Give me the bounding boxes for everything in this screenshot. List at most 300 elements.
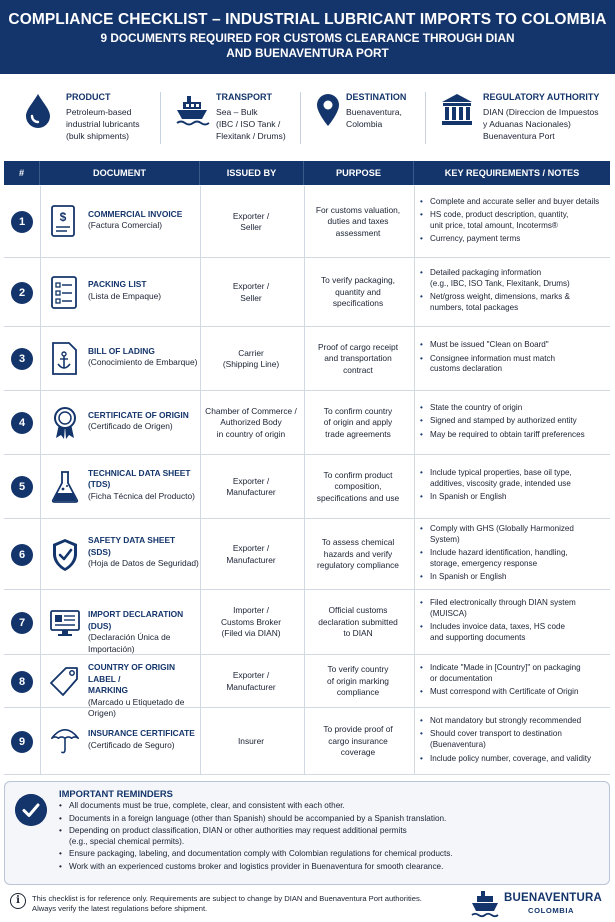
document-name xyxy=(88,535,200,570)
summary-value xyxy=(483,106,599,142)
purpose xyxy=(304,275,412,310)
requirement-line: • Filed electronically through DIAN system xyxy=(430,598,576,608)
requirement-line: • May be required to obtain tariff preferences xyxy=(430,429,585,439)
info-icon: i xyxy=(10,893,26,909)
summary-destination xyxy=(300,80,425,158)
issued-by xyxy=(200,736,302,748)
document-name xyxy=(88,209,200,232)
requirement-line: and supporting documents xyxy=(430,633,526,643)
subtitle-line-1: 9 DOCUMENTS REQUIRED FOR CUSTOMS CLEARANCE THROUGH DIAN xyxy=(100,31,515,45)
column-divider xyxy=(40,590,41,655)
purpose-line: to DIAN xyxy=(343,628,373,639)
requirement-item xyxy=(418,210,608,232)
purpose-line: quantity and xyxy=(335,286,381,297)
column-divider xyxy=(200,519,201,590)
summary-line: Petroleum-based xyxy=(66,107,132,117)
column-divider xyxy=(414,391,415,455)
summary-value xyxy=(216,106,286,142)
summary-authority xyxy=(425,80,615,158)
requirement-line: storage, emergency response xyxy=(430,558,538,568)
requirement-line: • Includes invoice data, taxes, HS code xyxy=(430,622,565,632)
document-spanish-name xyxy=(88,558,200,570)
requirement-line: • In Spanish or English xyxy=(430,492,507,502)
summary-value xyxy=(66,106,140,142)
document-title-line: TECHNICAL DATA SHEET xyxy=(88,467,191,478)
reminders-list xyxy=(59,801,604,875)
purpose-line: and transportation xyxy=(324,353,392,364)
reminder-item xyxy=(59,826,604,847)
ship-icon xyxy=(174,92,210,128)
row-number: 3 xyxy=(11,348,33,370)
column-divider xyxy=(414,519,415,590)
requirement-item xyxy=(418,416,608,427)
purpose xyxy=(304,470,412,505)
issued-by-line: Carrier xyxy=(238,347,264,358)
purpose-line: specifications xyxy=(332,298,384,309)
document-spanish-line: (Declaración Única de Importación) xyxy=(88,632,171,654)
column-divider xyxy=(414,590,415,655)
requirement-item xyxy=(418,754,608,765)
purpose-line: duties and taxes xyxy=(327,216,389,227)
column-divider xyxy=(414,327,415,391)
requirement-item xyxy=(418,622,608,644)
summary-line: Flexitank / Drums) xyxy=(216,131,286,141)
purpose-line: specifications and use xyxy=(316,492,400,503)
table-header xyxy=(4,161,610,185)
issued-by xyxy=(200,281,302,304)
issued-by-line: (Filed via DIAN) xyxy=(221,628,281,639)
document-spanish-name xyxy=(88,491,200,503)
issued-by-line: Seller xyxy=(240,292,262,303)
government-building-icon xyxy=(439,92,475,128)
summary-label: DESTINATION xyxy=(346,92,407,102)
requirement-item xyxy=(418,468,608,490)
issued-by-line: Exporter / xyxy=(232,670,270,680)
requirement-line: • Consignee information must match xyxy=(430,353,556,363)
row-number: 8 xyxy=(11,671,33,693)
purpose-line: For customs valuation, xyxy=(315,204,401,215)
document-spanish-name xyxy=(88,632,200,655)
label-tag-icon xyxy=(50,665,80,699)
requirement-line: (e.g., IBC, ISO Tank, Flexitank, Drums) xyxy=(430,279,570,289)
requirements-list xyxy=(418,197,608,248)
summary-line: Buenaventura Port xyxy=(483,131,555,141)
requirement-line: • Not mandatory but strongly recommended xyxy=(430,716,582,726)
issued-by-line: Exporter / xyxy=(232,281,270,291)
column-divider xyxy=(200,258,201,327)
requirement-line: • HS code, product description, quantity, xyxy=(430,209,569,219)
ship-logo-icon xyxy=(470,888,500,918)
col-header-notes: KEY REQUIREMENTS / NOTES xyxy=(444,168,580,178)
summary-transport xyxy=(160,80,300,158)
summary-line: (bulk shipments) xyxy=(66,131,130,141)
requirements-list xyxy=(418,468,608,505)
document-spanish-name xyxy=(88,291,200,303)
location-pin-icon xyxy=(310,92,346,128)
requirements-list xyxy=(418,598,608,646)
requirement-item xyxy=(418,572,608,583)
purpose xyxy=(304,342,412,377)
reminder-item xyxy=(59,862,604,873)
summary-line: (IBC / ISO Tank / xyxy=(216,119,281,129)
requirement-line: • Include hazard identification, handling, xyxy=(430,547,568,557)
column-divider xyxy=(40,391,41,455)
requirement-line: System) xyxy=(430,534,460,544)
table-row xyxy=(4,186,610,258)
col-header-issued-by: ISSUED BY xyxy=(200,161,304,185)
checkmark-icon xyxy=(15,794,47,826)
document-name xyxy=(88,346,200,369)
summary-line: Buenaventura, xyxy=(346,107,402,117)
requirement-item xyxy=(418,268,608,290)
document-title xyxy=(88,279,200,291)
page-header xyxy=(0,0,615,74)
document-title-line: SAFETY DATA SHEET xyxy=(88,535,176,546)
requirement-line: unit price, total amount, Incoterms® xyxy=(430,220,558,230)
document-title-line: PACKING LIST xyxy=(88,279,147,289)
document-title xyxy=(88,209,200,221)
column-divider xyxy=(304,327,305,391)
column-divider xyxy=(200,455,201,519)
requirement-line: or documentation xyxy=(430,673,493,683)
requirements-list xyxy=(418,663,608,700)
document-spanish-line: (Hoja de Datos de Seguridad) xyxy=(88,558,199,569)
purpose xyxy=(304,406,412,441)
document-title-line: (SDS) xyxy=(88,546,111,557)
column-divider xyxy=(414,708,415,775)
table-row xyxy=(4,519,610,590)
document-title xyxy=(88,662,200,697)
requirement-line: • Must be issued "Clean on Board" xyxy=(430,340,549,350)
document-spanish-name xyxy=(88,220,200,232)
purpose-line: composition, xyxy=(334,481,382,492)
reminder-text: Work with an experienced customs broker and logistics provider in Buenaventura for smooth clearance. xyxy=(69,861,444,871)
row-number: 9 xyxy=(11,731,33,753)
document-spanish-line: (Certificado de Seguro) xyxy=(88,739,175,750)
purpose xyxy=(304,605,412,640)
reminder-text: (e.g., special chemical permits). xyxy=(69,836,185,846)
col-header-document: DOCUMENT xyxy=(40,161,200,185)
table-row xyxy=(4,258,610,327)
invoice-icon xyxy=(50,205,80,239)
requirement-item xyxy=(418,687,608,698)
requirement-item xyxy=(418,403,608,414)
requirement-line: (MUISCA) xyxy=(430,609,467,619)
summary-divider xyxy=(425,92,426,144)
col-header-number: # xyxy=(4,161,40,185)
issued-by-line: Exporter / xyxy=(232,475,270,486)
document-title xyxy=(88,609,200,632)
issued-by-line: Exporter / xyxy=(232,210,270,221)
issued-by-line: Insurer xyxy=(237,735,265,746)
requirement-item xyxy=(418,492,608,503)
column-divider xyxy=(200,186,201,258)
page-title: COMPLIANCE CHECKLIST – INDUSTRIAL LUBRICANT IMPORTS TO COLOMBIA xyxy=(8,11,607,28)
purpose-line: trade agreements xyxy=(325,428,391,439)
row-number: 1 xyxy=(11,211,33,233)
award-ribbon-icon xyxy=(50,406,80,440)
issued-by xyxy=(200,543,302,566)
document-name xyxy=(88,728,200,751)
column-divider xyxy=(40,655,41,708)
document-title xyxy=(88,468,200,491)
requirement-item xyxy=(418,340,608,351)
purpose-line: To confirm country xyxy=(323,405,393,416)
requirement-line: • Net/gross weight, dimensions, marks & xyxy=(430,292,570,302)
requirement-item xyxy=(418,197,608,208)
column-divider xyxy=(414,258,415,327)
table-row xyxy=(4,455,610,519)
requirement-line: • Signed and stamped by authorized entity xyxy=(430,416,577,426)
page-subtitle xyxy=(0,31,615,61)
document-title-line: BILL OF LADING xyxy=(88,345,155,356)
document-name xyxy=(88,609,200,655)
purpose-line: To verify packaging, xyxy=(320,275,396,286)
summary-product xyxy=(0,80,160,158)
column-divider xyxy=(414,655,415,708)
purpose-line: coverage xyxy=(340,747,376,758)
purpose xyxy=(304,537,412,572)
row-number: 5 xyxy=(11,476,33,498)
column-divider xyxy=(40,186,41,258)
requirement-line: • Currency, payment terms xyxy=(430,234,521,244)
document-title xyxy=(88,728,200,740)
document-title-line: MARKING xyxy=(88,685,129,696)
purpose-line: declaration submitted xyxy=(318,616,398,627)
summary-line: y Aduanas Nacionales) xyxy=(483,119,571,129)
table-row xyxy=(4,655,610,719)
column-divider xyxy=(304,708,305,775)
document-spanish-line: (Conocimiento de Embarque) xyxy=(88,357,198,367)
issued-by-line: in country of origin xyxy=(216,428,286,439)
table-row xyxy=(4,327,610,391)
row-number: 6 xyxy=(11,544,33,566)
reminder-item xyxy=(59,849,604,860)
requirement-item xyxy=(418,354,608,376)
flask-icon xyxy=(50,470,80,504)
document-title-line: COUNTRY OF ORIGIN LABEL / xyxy=(88,662,176,684)
purpose-line: Proof of cargo receipt xyxy=(317,341,399,352)
disclaimer-line: This checklist is for reference only. Requirements are subject to change by DIAN and Buenaventura Port authorities. xyxy=(32,894,422,903)
document-title xyxy=(88,410,200,422)
summary-value xyxy=(346,106,402,130)
column-divider xyxy=(200,391,201,455)
anchor-document-icon xyxy=(50,342,80,376)
issued-by xyxy=(200,348,302,371)
document-title-line: INSURANCE CERTIFICATE xyxy=(88,728,195,738)
requirements-list xyxy=(418,524,608,585)
packing-list-icon xyxy=(50,276,80,310)
purpose-line: assessment xyxy=(335,227,381,238)
column-divider xyxy=(304,655,305,708)
summary-line: Colombia xyxy=(346,119,383,129)
table-row xyxy=(4,590,610,655)
purpose-line: hazards and verify xyxy=(323,548,393,559)
document-name xyxy=(88,468,200,503)
column-divider xyxy=(414,186,415,258)
purpose xyxy=(304,205,412,240)
oil-drop-icon xyxy=(20,92,56,128)
issued-by xyxy=(200,211,302,234)
document-spanish-name xyxy=(88,740,200,752)
footer-disclaimer xyxy=(32,894,452,914)
svg-text:$: $ xyxy=(59,210,67,224)
umbrella-icon xyxy=(50,725,80,759)
summary-line: Sea – Bulk xyxy=(216,107,258,117)
page-footer xyxy=(0,888,615,922)
reminder-text: Depending on product classification, DIAN or other authorities may request additional permits xyxy=(69,826,407,836)
column-divider xyxy=(200,590,201,655)
computer-declaration-icon xyxy=(50,606,80,640)
reminders-title: IMPORTANT REMINDERS xyxy=(59,788,173,799)
document-spanish-line: (Factura Comercial) xyxy=(88,220,162,230)
requirements-list xyxy=(418,403,608,443)
requirements-list xyxy=(418,340,608,377)
column-divider xyxy=(40,708,41,775)
requirement-item xyxy=(418,430,608,441)
purpose-line: regulatory compliance xyxy=(317,560,399,571)
requirement-item xyxy=(418,729,608,751)
brand-name: BUENAVENTURA xyxy=(504,892,603,904)
requirement-line: (Buenaventura) xyxy=(430,740,486,750)
column-divider xyxy=(304,455,305,519)
document-title-line: (TDS) xyxy=(88,479,111,490)
issued-by-line: Authorized Body xyxy=(220,417,282,428)
row-number: 4 xyxy=(11,412,33,434)
column-divider xyxy=(304,258,305,327)
requirement-line: numbers, total packages xyxy=(430,303,519,313)
column-divider xyxy=(304,391,305,455)
summary-label: PRODUCT xyxy=(66,92,111,102)
requirement-line: • Comply with GHS (Globally Harmonized xyxy=(430,523,574,533)
requirement-line: • In Spanish or English xyxy=(430,571,507,581)
purpose-line: To assess chemical xyxy=(321,537,395,548)
requirement-item xyxy=(418,524,608,546)
column-divider xyxy=(40,327,41,391)
summary-label: REGULATORY AUTHORITY xyxy=(483,92,600,102)
requirement-line: • Detailed packaging information xyxy=(430,268,542,278)
requirement-line: • Must correspond with Certificate of Origin xyxy=(430,686,579,696)
purpose-line: Official customs xyxy=(328,605,388,616)
column-divider xyxy=(200,327,201,391)
requirement-line: • Include policy number, coverage, and validity xyxy=(430,753,592,763)
column-divider xyxy=(304,186,305,258)
subtitle-line-2: AND BUENAVENTURA PORT xyxy=(226,46,389,60)
purpose-line: of origin marking xyxy=(327,675,389,686)
requirements-list xyxy=(418,268,608,316)
requirement-item xyxy=(418,716,608,727)
brand-subtitle: COLOMBIA xyxy=(528,906,575,915)
requirement-item xyxy=(418,548,608,570)
column-divider xyxy=(304,590,305,655)
purpose-line: compliance xyxy=(336,687,380,698)
reminder-text: All documents must be true, complete, clear, and consistent with each other. xyxy=(69,801,345,810)
column-divider xyxy=(40,455,41,519)
column-divider xyxy=(200,655,201,708)
requirement-line: • State the country of origin xyxy=(430,403,523,413)
requirement-item xyxy=(418,598,608,620)
document-title-line: IMPORT DECLARATION (DUS) xyxy=(88,609,184,631)
row-number: 2 xyxy=(11,282,33,304)
issued-by-line: Manufacturer xyxy=(226,554,276,565)
purpose xyxy=(304,664,412,699)
purpose-line: contract xyxy=(343,364,373,375)
purpose-line: cargo insurance xyxy=(328,735,388,746)
document-spanish-line: (Marcado u Etiquetado de Origen) xyxy=(88,696,185,719)
requirement-line: • Should cover transport to destination xyxy=(430,729,562,739)
reminder-text: Ensure packaging, labeling, and documentation comply with Colombian regulations for chemical products. xyxy=(69,849,453,859)
purpose-line: To verify country xyxy=(327,664,389,675)
requirement-line: customs declaration xyxy=(430,364,502,374)
requirement-line: • Include typical properties, base oil type, xyxy=(430,468,572,478)
requirements-list xyxy=(418,716,608,767)
document-spanish-name xyxy=(88,421,200,433)
issued-by-line: Chamber of Commerce / xyxy=(205,405,297,416)
document-spanish-line: (Ficha Técnica del Producto) xyxy=(88,490,195,501)
summary-strip xyxy=(0,80,615,158)
reminder-item xyxy=(59,814,604,825)
purpose-line: To confirm product xyxy=(323,469,393,480)
reminder-item xyxy=(59,801,604,812)
issued-by xyxy=(200,476,302,499)
requirement-line: • Indicate "Made in [Country]" on packaging xyxy=(430,662,581,672)
requirement-line: • Complete and accurate seller and buyer details xyxy=(430,196,600,206)
table-row xyxy=(4,391,610,455)
reminder-text: Documents in a foreign language (other than Spanish) should be accompanied by a Spanish translation. xyxy=(69,813,447,823)
document-spanish-name xyxy=(88,357,200,369)
requirement-item xyxy=(418,234,608,245)
col-header-purpose: PURPOSE xyxy=(304,161,414,185)
disclaimer-line: Always verify the latest regulations before shipment. xyxy=(32,904,208,913)
issued-by-line: Manufacturer xyxy=(226,681,276,692)
safety-shield-icon xyxy=(50,538,80,572)
document-spanish-line: (Lista de Empaque) xyxy=(88,290,162,301)
column-divider xyxy=(40,258,41,327)
table-row xyxy=(4,708,610,775)
document-name xyxy=(88,279,200,302)
requirement-item xyxy=(418,663,608,685)
document-title xyxy=(88,535,200,558)
column-divider xyxy=(200,708,201,775)
summary-line: industrial lubricants xyxy=(66,119,140,129)
purpose xyxy=(304,724,412,759)
issued-by-line: Customs Broker xyxy=(220,616,282,627)
issued-by-line: Manufacturer xyxy=(226,487,276,497)
purpose-line: To provide proof of xyxy=(323,724,393,735)
column-divider xyxy=(414,455,415,519)
document-title-line: CERTIFICATE OF ORIGIN xyxy=(88,409,189,420)
column-divider xyxy=(304,519,305,590)
purpose-line: of origin and apply xyxy=(323,417,393,428)
important-reminders xyxy=(4,781,610,885)
issued-by xyxy=(200,670,302,693)
document-name xyxy=(88,410,200,433)
requirement-line: additives, viscosity grade, intended use xyxy=(430,479,571,489)
summary-divider xyxy=(160,92,161,144)
row-number: 7 xyxy=(11,612,33,634)
issued-by-line: (Shipping Line) xyxy=(222,359,280,369)
issued-by-line: Exporter / xyxy=(232,543,270,553)
document-title-line: COMMERCIAL INVOICE xyxy=(88,208,183,219)
summary-line: DIAN (Direccion de Impuestos xyxy=(483,107,599,117)
summary-label: TRANSPORT xyxy=(216,92,272,102)
summary-divider xyxy=(300,92,301,144)
issued-by xyxy=(200,406,302,441)
issued-by-line: Importer / xyxy=(233,605,269,616)
issued-by xyxy=(200,605,302,640)
requirement-item xyxy=(418,292,608,314)
document-spanish-line: (Certificado de Origen) xyxy=(88,421,173,431)
